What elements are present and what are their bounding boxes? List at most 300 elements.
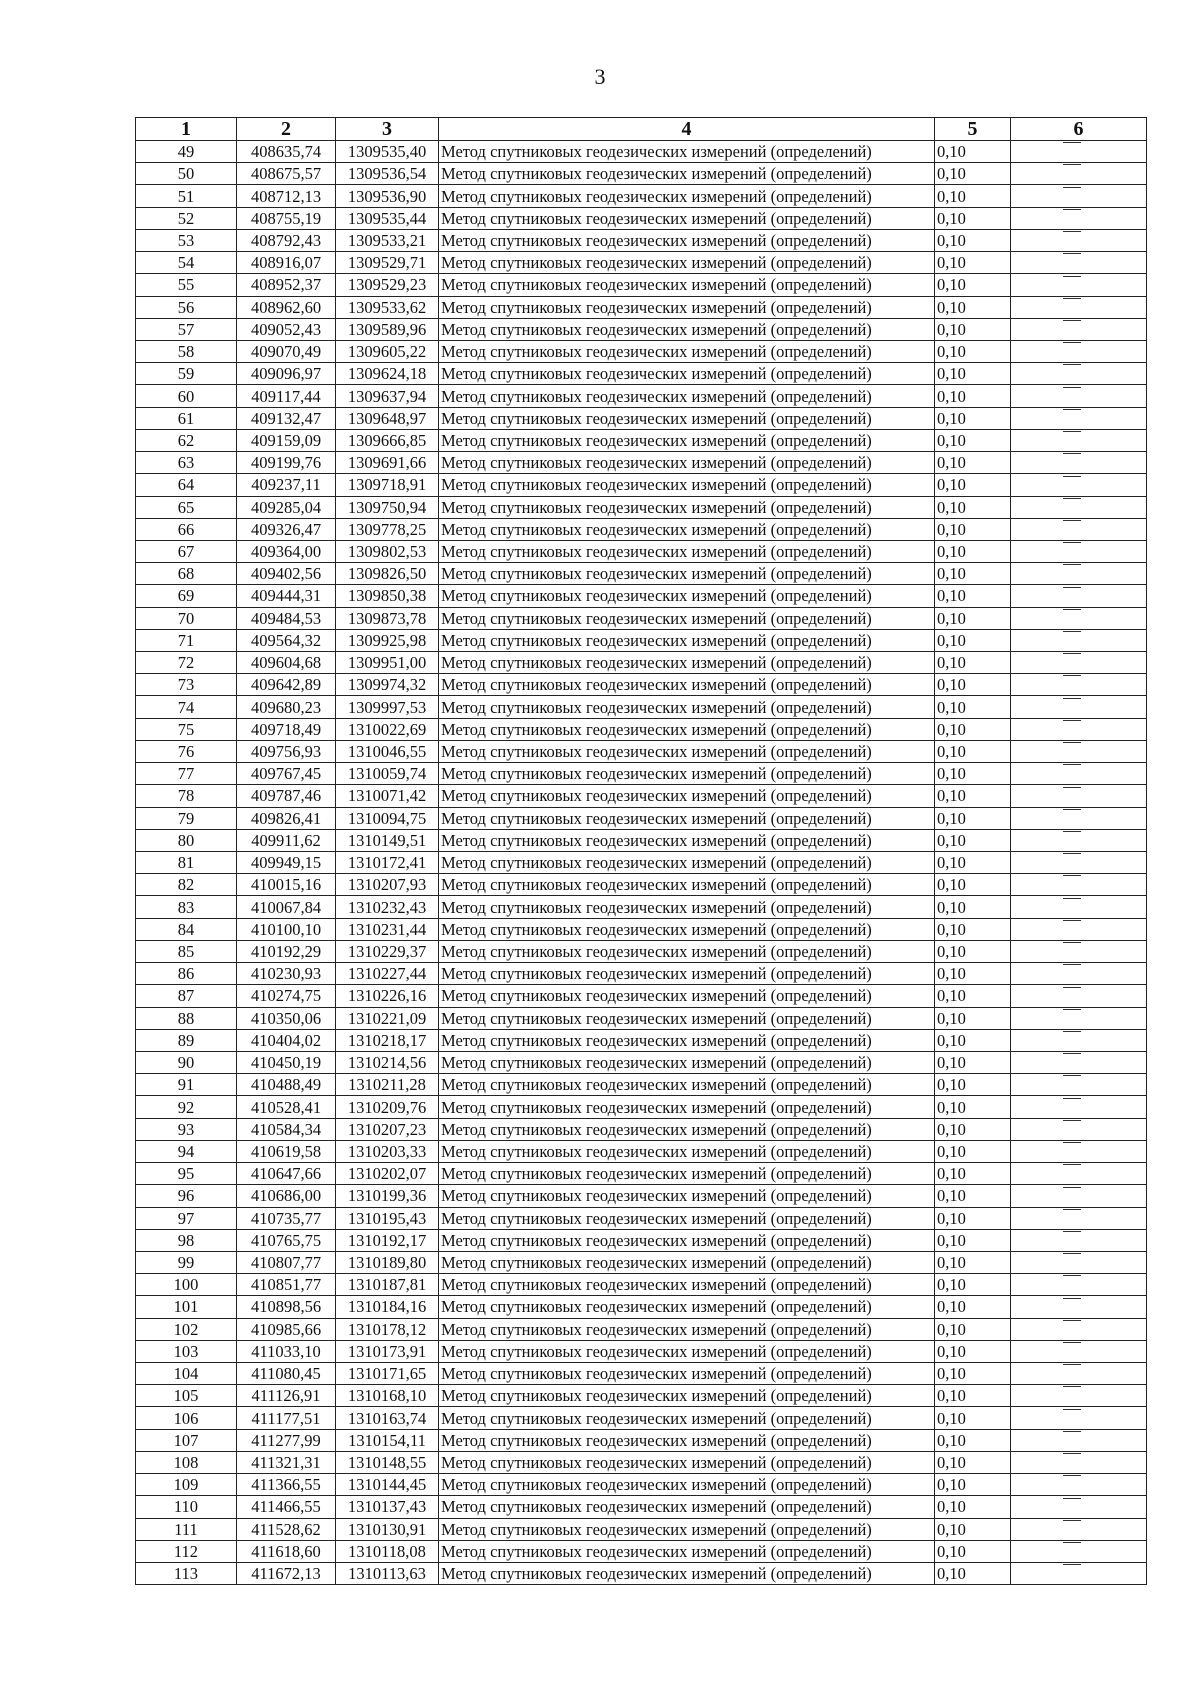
- table-row: [136, 1051, 1147, 1073]
- method-cell: Метод спутниковых геодезических измерений (определений): [439, 1563, 935, 1585]
- x-coordinate-cell: 408712,13: [237, 185, 336, 207]
- dash-mark: [1063, 1275, 1081, 1295]
- dash-mark: [1063, 831, 1081, 851]
- y-coordinate-cell: 1310227,44: [336, 963, 439, 985]
- dash-mark: [1063, 853, 1081, 873]
- point-number-cell: 95: [136, 1163, 237, 1185]
- y-coordinate-cell: 1310172,41: [336, 852, 439, 874]
- dash-mark: [1063, 298, 1081, 318]
- y-coordinate-cell: 1309826,50: [336, 563, 439, 585]
- point-number-cell: 67: [136, 540, 237, 562]
- note-cell: [1011, 1251, 1147, 1273]
- x-coordinate-cell: 409132,47: [237, 407, 336, 429]
- point-number-cell: 74: [136, 696, 237, 718]
- note-cell: [1011, 1096, 1147, 1118]
- y-coordinate-cell: 1310168,10: [336, 1385, 439, 1407]
- x-coordinate-cell: 408916,07: [237, 252, 336, 274]
- method-cell: Метод спутниковых геодезических измерений (определений): [439, 918, 935, 940]
- dash-mark: [1063, 964, 1081, 984]
- accuracy-cell: 0,10: [935, 896, 1011, 918]
- accuracy-cell: 0,10: [935, 474, 1011, 496]
- point-number-cell: 91: [136, 1074, 237, 1096]
- note-cell: [1011, 1274, 1147, 1296]
- x-coordinate-cell: 409070,49: [237, 340, 336, 362]
- x-coordinate-cell: 410765,75: [237, 1229, 336, 1251]
- x-coordinate-cell: 410350,06: [237, 1007, 336, 1029]
- accuracy-cell: 0,10: [935, 807, 1011, 829]
- table-row: [136, 1207, 1147, 1229]
- y-coordinate-cell: 1310221,09: [336, 1007, 439, 1029]
- dash-mark: [1063, 1009, 1081, 1029]
- table-row: [136, 452, 1147, 474]
- y-coordinate-cell: 1310173,91: [336, 1340, 439, 1362]
- note-cell: [1011, 518, 1147, 540]
- note-cell: [1011, 1451, 1147, 1473]
- note-cell: [1011, 385, 1147, 407]
- table-row: [136, 852, 1147, 874]
- table-row: [136, 252, 1147, 274]
- table-row: [136, 585, 1147, 607]
- accuracy-cell: 0,10: [935, 318, 1011, 340]
- table-row: [136, 918, 1147, 940]
- point-number-cell: 88: [136, 1007, 237, 1029]
- dash-mark: [1063, 920, 1081, 940]
- point-number-cell: 66: [136, 518, 237, 540]
- point-number-cell: 50: [136, 163, 237, 185]
- dash-mark: [1063, 809, 1081, 829]
- x-coordinate-cell: 408635,74: [237, 141, 336, 163]
- table-row: [136, 1407, 1147, 1429]
- point-number-cell: 99: [136, 1251, 237, 1273]
- method-cell: Метод спутниковых геодезических измерений (определений): [439, 229, 935, 251]
- accuracy-cell: 0,10: [935, 1496, 1011, 1518]
- accuracy-cell: 0,10: [935, 1140, 1011, 1162]
- table-row: [136, 1029, 1147, 1051]
- table-row: [136, 1229, 1147, 1251]
- method-cell: Метод спутниковых геодезических измерений (определений): [439, 1229, 935, 1251]
- point-number-cell: 89: [136, 1029, 237, 1051]
- note-cell: [1011, 918, 1147, 940]
- note-cell: [1011, 940, 1147, 962]
- method-cell: Метод спутниковых геодезических измерений (определений): [439, 474, 935, 496]
- point-number-cell: 90: [136, 1051, 237, 1073]
- table-row: [136, 740, 1147, 762]
- note-cell: [1011, 340, 1147, 362]
- point-number-cell: 76: [136, 740, 237, 762]
- table-row: [136, 540, 1147, 562]
- y-coordinate-cell: 1309637,94: [336, 385, 439, 407]
- table-header: [136, 118, 1147, 141]
- dash-mark: [1063, 742, 1081, 762]
- y-coordinate-cell: 1309589,96: [336, 318, 439, 340]
- dash-mark: [1063, 409, 1081, 429]
- method-cell: Метод спутниковых геодезических измерений (определений): [439, 1451, 935, 1473]
- table-row: [136, 1163, 1147, 1185]
- y-coordinate-cell: 1310195,43: [336, 1207, 439, 1229]
- header-col-3: 3: [336, 118, 439, 141]
- method-cell: Метод спутниковых геодезических измерений (определений): [439, 896, 935, 918]
- x-coordinate-cell: 411080,45: [237, 1363, 336, 1385]
- table-body: [136, 141, 1147, 1585]
- note-cell: [1011, 1074, 1147, 1096]
- y-coordinate-cell: 1310203,33: [336, 1140, 439, 1162]
- accuracy-cell: 0,10: [935, 1207, 1011, 1229]
- accuracy-cell: 0,10: [935, 1451, 1011, 1473]
- table-row: [136, 1185, 1147, 1207]
- accuracy-cell: 0,10: [935, 963, 1011, 985]
- table-row: [136, 496, 1147, 518]
- accuracy-cell: 0,10: [935, 629, 1011, 651]
- dash-mark: [1063, 1542, 1081, 1562]
- accuracy-cell: 0,10: [935, 1074, 1011, 1096]
- accuracy-cell: 0,10: [935, 852, 1011, 874]
- point-number-cell: 105: [136, 1385, 237, 1407]
- x-coordinate-cell: 409718,49: [237, 718, 336, 740]
- accuracy-cell: 0,10: [935, 274, 1011, 296]
- point-number-cell: 80: [136, 829, 237, 851]
- table-row: [136, 1318, 1147, 1340]
- method-cell: Метод спутниковых геодезических измерений (определений): [439, 874, 935, 896]
- dash-mark: [1063, 387, 1081, 407]
- method-cell: Метод спутниковых геодезических измерений (определений): [439, 740, 935, 762]
- y-coordinate-cell: 1310184,16: [336, 1296, 439, 1318]
- point-number-cell: 70: [136, 607, 237, 629]
- method-cell: Метод спутниковых геодезических измерений (определений): [439, 1096, 935, 1118]
- coordinates-table: [135, 117, 1147, 1585]
- note-cell: [1011, 1340, 1147, 1362]
- y-coordinate-cell: 1309535,40: [336, 141, 439, 163]
- note-cell: [1011, 829, 1147, 851]
- note-cell: [1011, 252, 1147, 274]
- x-coordinate-cell: 410067,84: [237, 896, 336, 918]
- accuracy-cell: 0,10: [935, 1318, 1011, 1340]
- point-number-cell: 112: [136, 1540, 237, 1562]
- point-number-cell: 104: [136, 1363, 237, 1385]
- table-row: [136, 563, 1147, 585]
- x-coordinate-cell: 409052,43: [237, 318, 336, 340]
- dash-mark: [1063, 542, 1081, 562]
- table-row: [136, 1474, 1147, 1496]
- table-row: [136, 1540, 1147, 1562]
- x-coordinate-cell: 408755,19: [237, 207, 336, 229]
- method-cell: Метод спутниковых геодезических измерений (определений): [439, 585, 935, 607]
- table-row: [136, 229, 1147, 251]
- x-coordinate-cell: 410807,77: [237, 1251, 336, 1273]
- table-row: [136, 763, 1147, 785]
- dash-mark: [1063, 987, 1081, 1007]
- point-number-cell: 86: [136, 963, 237, 985]
- method-cell: Метод спутниковых геодезических измерений (определений): [439, 696, 935, 718]
- note-cell: [1011, 1163, 1147, 1185]
- table-row: [136, 1363, 1147, 1385]
- method-cell: Метод спутниковых геодезических измерений (определений): [439, 763, 935, 785]
- method-cell: Метод спутниковых геодезических измерений (определений): [439, 452, 935, 474]
- x-coordinate-cell: 408952,37: [237, 274, 336, 296]
- point-number-cell: 52: [136, 207, 237, 229]
- point-number-cell: 56: [136, 296, 237, 318]
- method-cell: Метод спутниковых геодезических измерений (определений): [439, 1207, 935, 1229]
- point-number-cell: 109: [136, 1474, 237, 1496]
- table-row: [136, 785, 1147, 807]
- table-row: [136, 1451, 1147, 1473]
- note-cell: [1011, 163, 1147, 185]
- table-row: [136, 1118, 1147, 1140]
- y-coordinate-cell: 1309533,21: [336, 229, 439, 251]
- y-coordinate-cell: 1310209,76: [336, 1096, 439, 1118]
- y-coordinate-cell: 1310113,63: [336, 1563, 439, 1585]
- method-cell: Метод спутниковых геодезических измерений (определений): [439, 518, 935, 540]
- method-cell: Метод спутниковых геодезических измерений (определений): [439, 1296, 935, 1318]
- dash-mark: [1063, 764, 1081, 784]
- accuracy-cell: 0,10: [935, 340, 1011, 362]
- x-coordinate-cell: 411466,55: [237, 1496, 336, 1518]
- x-coordinate-cell: 411528,62: [237, 1518, 336, 1540]
- note-cell: [1011, 874, 1147, 896]
- dash-mark: [1063, 1231, 1081, 1251]
- accuracy-cell: 0,10: [935, 1007, 1011, 1029]
- method-cell: Метод спутниковых геодезических измерений (определений): [439, 852, 935, 874]
- note-cell: [1011, 1363, 1147, 1385]
- method-cell: Метод спутниковых геодезических измерений (определений): [439, 1140, 935, 1162]
- accuracy-cell: 0,10: [935, 429, 1011, 451]
- x-coordinate-cell: 409484,53: [237, 607, 336, 629]
- point-number-cell: 87: [136, 985, 237, 1007]
- y-coordinate-cell: 1309536,90: [336, 185, 439, 207]
- dash-mark: [1063, 1142, 1081, 1162]
- method-cell: Метод спутниковых геодезических измерений (определений): [439, 1385, 935, 1407]
- dash-mark: [1063, 1098, 1081, 1118]
- accuracy-cell: 0,10: [935, 829, 1011, 851]
- point-number-cell: 79: [136, 807, 237, 829]
- point-number-cell: 62: [136, 429, 237, 451]
- method-cell: Метод спутниковых геодезических измерений (определений): [439, 407, 935, 429]
- method-cell: Метод спутниковых геодезических измерений (определений): [439, 1318, 935, 1340]
- method-cell: Метод спутниковых геодезических измерений (определений): [439, 1118, 935, 1140]
- note-cell: [1011, 1140, 1147, 1162]
- note-cell: [1011, 563, 1147, 585]
- accuracy-cell: 0,10: [935, 1029, 1011, 1051]
- y-coordinate-cell: 1309802,53: [336, 540, 439, 562]
- dash-mark: [1063, 453, 1081, 473]
- x-coordinate-cell: 410488,49: [237, 1074, 336, 1096]
- x-coordinate-cell: 410274,75: [237, 985, 336, 1007]
- note-cell: [1011, 185, 1147, 207]
- x-coordinate-cell: 410735,77: [237, 1207, 336, 1229]
- x-coordinate-cell: 409949,15: [237, 852, 336, 874]
- dash-mark: [1063, 1053, 1081, 1073]
- dash-mark: [1063, 276, 1081, 296]
- point-number-cell: 103: [136, 1340, 237, 1362]
- x-coordinate-cell: 411618,60: [237, 1540, 336, 1562]
- dash-mark: [1063, 476, 1081, 496]
- x-coordinate-cell: 410230,93: [237, 963, 336, 985]
- note-cell: [1011, 1385, 1147, 1407]
- dash-mark: [1063, 1564, 1081, 1584]
- x-coordinate-cell: 409402,56: [237, 563, 336, 585]
- x-coordinate-cell: 410647,66: [237, 1163, 336, 1185]
- table-row: [136, 696, 1147, 718]
- table-row: [136, 318, 1147, 340]
- accuracy-cell: 0,10: [935, 918, 1011, 940]
- x-coordinate-cell: 409326,47: [237, 518, 336, 540]
- y-coordinate-cell: 1309925,98: [336, 629, 439, 651]
- table-row: [136, 274, 1147, 296]
- method-cell: Метод спутниковых геодезических измерений (определений): [439, 1540, 935, 1562]
- dash-mark: [1063, 1409, 1081, 1429]
- point-number-cell: 75: [136, 718, 237, 740]
- note-cell: [1011, 363, 1147, 385]
- method-cell: Метод спутниковых геодезических измерений (определений): [439, 363, 935, 385]
- note-cell: [1011, 1563, 1147, 1585]
- dash-mark: [1063, 564, 1081, 584]
- accuracy-cell: 0,10: [935, 518, 1011, 540]
- accuracy-cell: 0,10: [935, 607, 1011, 629]
- y-coordinate-cell: 1309535,44: [336, 207, 439, 229]
- x-coordinate-cell: 409680,23: [237, 696, 336, 718]
- method-cell: Метод спутниковых геодезических измерений (определений): [439, 252, 935, 274]
- accuracy-cell: 0,10: [935, 1429, 1011, 1451]
- table-row: [136, 141, 1147, 163]
- accuracy-cell: 0,10: [935, 785, 1011, 807]
- accuracy-cell: 0,10: [935, 1296, 1011, 1318]
- accuracy-cell: 0,10: [935, 985, 1011, 1007]
- header-col-2: 2: [237, 118, 336, 141]
- table-row: [136, 985, 1147, 1007]
- point-number-cell: 71: [136, 629, 237, 651]
- table-row: [136, 629, 1147, 651]
- note-cell: [1011, 652, 1147, 674]
- accuracy-cell: 0,10: [935, 1563, 1011, 1585]
- accuracy-cell: 0,10: [935, 252, 1011, 274]
- dash-mark: [1063, 209, 1081, 229]
- table-row: [136, 1496, 1147, 1518]
- point-number-cell: 54: [136, 252, 237, 274]
- point-number-cell: 102: [136, 1318, 237, 1340]
- y-coordinate-cell: 1310218,17: [336, 1029, 439, 1051]
- table-row: [136, 1007, 1147, 1029]
- note-cell: [1011, 852, 1147, 874]
- point-number-cell: 108: [136, 1451, 237, 1473]
- note-cell: [1011, 474, 1147, 496]
- y-coordinate-cell: 1310199,36: [336, 1185, 439, 1207]
- table-row: [136, 829, 1147, 851]
- dash-mark: [1063, 720, 1081, 740]
- method-cell: Метод спутниковых геодезических измерений (определений): [439, 274, 935, 296]
- method-cell: Метод спутниковых геодезических измерений (определений): [439, 985, 935, 1007]
- point-number-cell: 97: [136, 1207, 237, 1229]
- point-number-cell: 98: [136, 1229, 237, 1251]
- point-number-cell: 84: [136, 918, 237, 940]
- dash-mark: [1063, 1075, 1081, 1095]
- note-cell: [1011, 696, 1147, 718]
- point-number-cell: 59: [136, 363, 237, 385]
- accuracy-cell: 0,10: [935, 1385, 1011, 1407]
- dash-mark: [1063, 187, 1081, 207]
- accuracy-cell: 0,10: [935, 1096, 1011, 1118]
- y-coordinate-cell: 1310046,55: [336, 740, 439, 762]
- point-number-cell: 85: [136, 940, 237, 962]
- note-cell: [1011, 1118, 1147, 1140]
- note-cell: [1011, 1185, 1147, 1207]
- note-cell: [1011, 1051, 1147, 1073]
- y-coordinate-cell: 1309997,53: [336, 696, 439, 718]
- table-row: [136, 340, 1147, 362]
- method-cell: Метод спутниковых геодезических измерений (определений): [439, 1518, 935, 1540]
- point-number-cell: 51: [136, 185, 237, 207]
- note-cell: [1011, 1407, 1147, 1429]
- note-cell: [1011, 318, 1147, 340]
- method-cell: Метод спутниковых геодезических измерений (определений): [439, 1074, 935, 1096]
- table-row: [136, 1274, 1147, 1296]
- accuracy-cell: 0,10: [935, 1229, 1011, 1251]
- y-coordinate-cell: 1310189,80: [336, 1251, 439, 1273]
- point-number-cell: 106: [136, 1407, 237, 1429]
- y-coordinate-cell: 1310192,17: [336, 1229, 439, 1251]
- method-cell: Метод спутниковых геодезических измерений (определений): [439, 1363, 935, 1385]
- accuracy-cell: 0,10: [935, 585, 1011, 607]
- note-cell: [1011, 585, 1147, 607]
- header-col-1: 1: [136, 118, 237, 141]
- note-cell: [1011, 629, 1147, 651]
- note-cell: [1011, 963, 1147, 985]
- dash-mark: [1063, 609, 1081, 629]
- table-row: [136, 163, 1147, 185]
- method-cell: Метод спутниковых геодезических измерений (определений): [439, 1407, 935, 1429]
- y-coordinate-cell: 1310071,42: [336, 785, 439, 807]
- method-cell: Метод спутниковых геодезических измерений (определений): [439, 807, 935, 829]
- dash-mark: [1063, 1364, 1081, 1384]
- table-row: [136, 1563, 1147, 1585]
- table-row: [136, 896, 1147, 918]
- dash-mark: [1063, 1520, 1081, 1540]
- method-cell: Метод спутниковых геодезических измерений (определений): [439, 318, 935, 340]
- table-row: [136, 874, 1147, 896]
- table-row: [136, 674, 1147, 696]
- x-coordinate-cell: 410686,00: [237, 1185, 336, 1207]
- x-coordinate-cell: 409117,44: [237, 385, 336, 407]
- method-cell: Метод спутниковых геодезических измерений (определений): [439, 785, 935, 807]
- accuracy-cell: 0,10: [935, 407, 1011, 429]
- accuracy-cell: 0,10: [935, 1185, 1011, 1207]
- dash-mark: [1063, 898, 1081, 918]
- point-number-cell: 77: [136, 763, 237, 785]
- y-coordinate-cell: 1310094,75: [336, 807, 439, 829]
- y-coordinate-cell: 1310187,81: [336, 1274, 439, 1296]
- note-cell: [1011, 1229, 1147, 1251]
- accuracy-cell: 0,10: [935, 563, 1011, 585]
- x-coordinate-cell: 411672,13: [237, 1563, 336, 1585]
- note-cell: [1011, 429, 1147, 451]
- x-coordinate-cell: 409237,11: [237, 474, 336, 496]
- dash-mark: [1063, 142, 1081, 162]
- note-cell: [1011, 1318, 1147, 1340]
- table-row: [136, 607, 1147, 629]
- dash-mark: [1063, 1031, 1081, 1051]
- method-cell: Метод спутниковых геодезических измерений (определений): [439, 496, 935, 518]
- accuracy-cell: 0,10: [935, 452, 1011, 474]
- table-row: [136, 1385, 1147, 1407]
- dash-mark: [1063, 164, 1081, 184]
- table-row: [136, 1340, 1147, 1362]
- x-coordinate-cell: 411033,10: [237, 1340, 336, 1362]
- note-cell: [1011, 1007, 1147, 1029]
- point-number-cell: 63: [136, 452, 237, 474]
- point-number-cell: 93: [136, 1118, 237, 1140]
- y-coordinate-cell: 1309718,91: [336, 474, 439, 496]
- y-coordinate-cell: 1310214,56: [336, 1051, 439, 1073]
- note-cell: [1011, 740, 1147, 762]
- y-coordinate-cell: 1309533,62: [336, 296, 439, 318]
